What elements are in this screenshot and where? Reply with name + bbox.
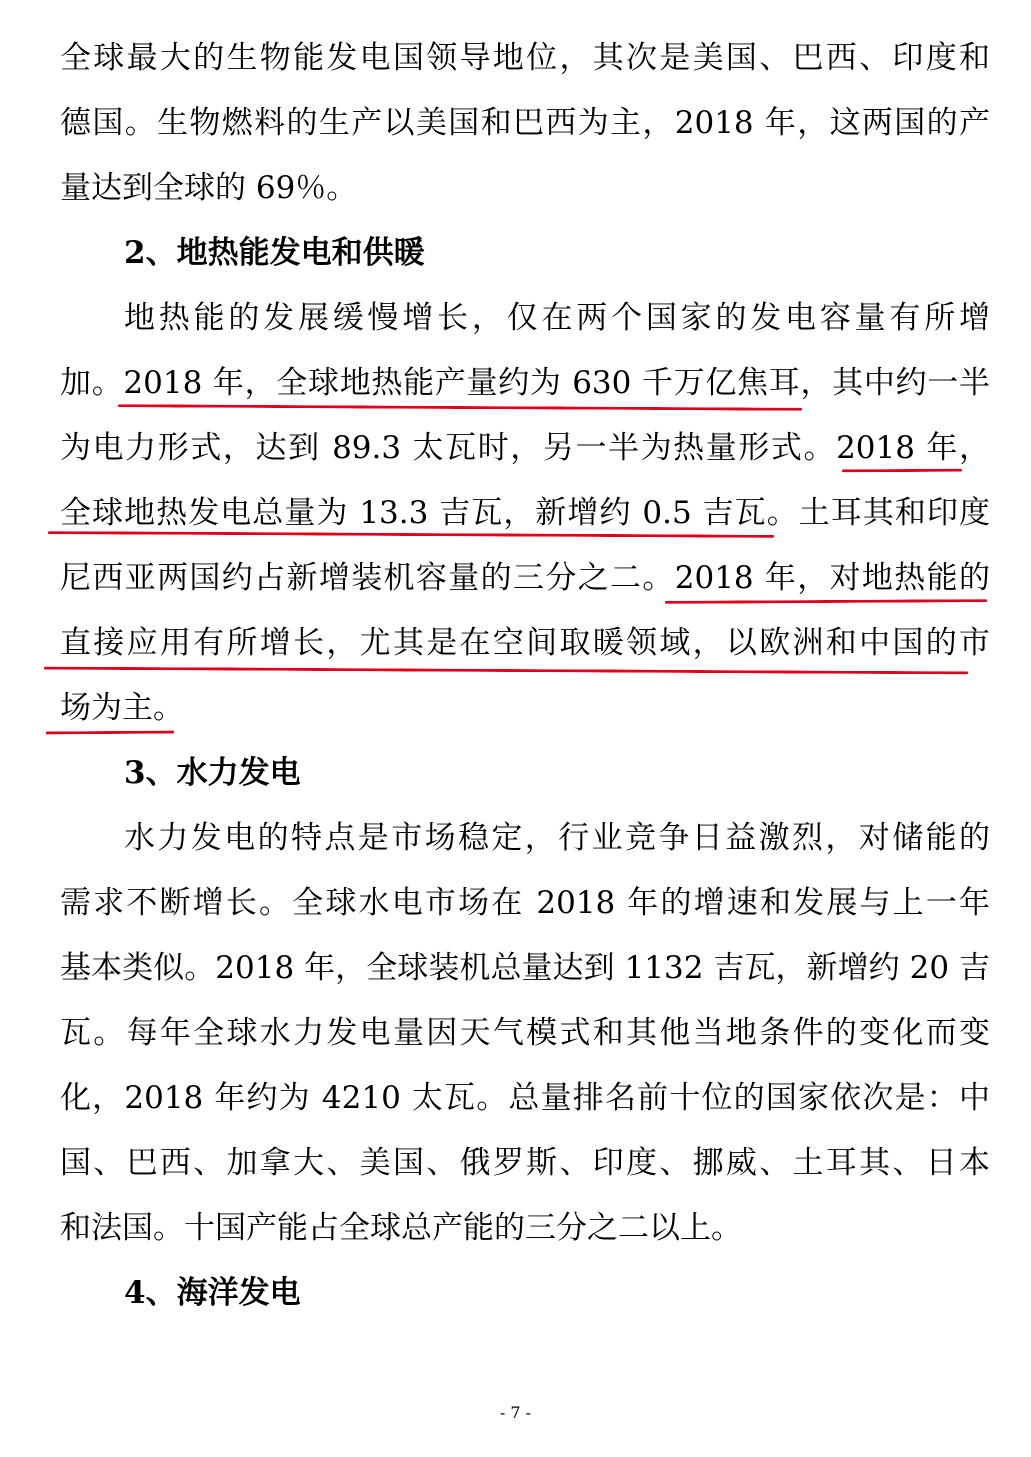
paragraph-line: 量达到全球的 69％。: [60, 170, 358, 206]
paragraph-line: 尼西亚两国约占新增装机容量的三分之二。2018 年，对地热能的: [60, 560, 990, 596]
paragraph-line: 为电力形式，达到 89.3 太瓦时，另一半为热量形式。2018 年，: [60, 430, 990, 466]
paragraph-line: 直接应用有所增长，尤其是在空间取暖领域，以欧洲和中国的市: [60, 625, 990, 661]
red-underline-annotation: [46, 731, 174, 735]
paragraph-line: 加。2018 年，全球地热能产量约为 630 千万亿焦耳，其中约一半: [60, 365, 990, 401]
paragraph-line: 水力发电的特点是市场稳定，行业竞争日益激烈，对储能的: [124, 820, 990, 856]
paragraph-line: 和法国。十国产能占全球总产能的三分之二以上。: [60, 1210, 742, 1246]
paragraph-line: 需求不断增长。全球水电市场在 2018 年的增速和发展与上一年: [60, 885, 990, 921]
paragraph-line: 国、巴西、加拿大、美国、俄罗斯、印度、挪威、土耳其、日本: [60, 1145, 990, 1181]
section-heading: 2、地热能发电和供暖: [124, 235, 425, 271]
red-underline-annotation: [665, 599, 987, 604]
paragraph-line: 化，2018 年约为 4210 太瓦。总量排名前十位的国家依次是：中: [60, 1080, 990, 1116]
paragraph-line: 瓦。每年全球水力发电量因天气模式和其他当地条件的变化而变: [60, 1015, 990, 1051]
red-underline-annotation: [842, 469, 962, 473]
paragraph-line: 地热能的发展缓慢增长，仅在两个国家的发电容量有所增: [124, 300, 990, 336]
paragraph-line: 场为主。: [60, 690, 184, 726]
section-heading: 4、海洋发电: [124, 1275, 301, 1311]
red-underline-annotation: [44, 667, 968, 675]
paragraph-line: 全球最大的生物能发电国领导地位，其次是美国、巴西、印度和: [60, 40, 990, 76]
paragraph-line: 德国。生物燃料的生产以美国和巴西为主，2018 年，这两国的产: [60, 105, 990, 141]
paragraph-line: 全球地热发电总量为 13.3 吉瓦，新增约 0.5 吉瓦。土耳其和印度: [60, 495, 990, 531]
section-heading: 3、水力发电: [124, 755, 301, 791]
page-number: - 7 -: [499, 1403, 532, 1422]
paragraph-line: 基本类似。2018 年，全球装机总量达到 1132 吉瓦，新增约 20 吉: [60, 950, 990, 986]
